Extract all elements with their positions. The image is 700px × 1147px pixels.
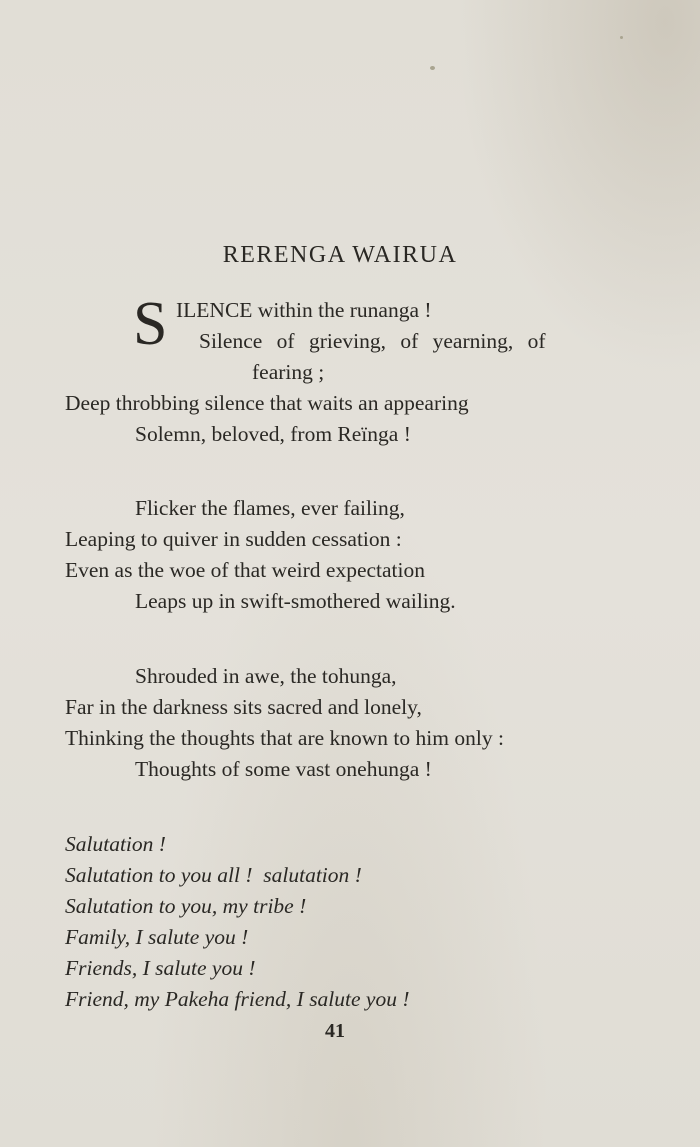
poem-line: ILENCE within the runanga ! <box>176 298 432 322</box>
poem-title: RERENGA WAIRUA <box>222 242 458 268</box>
drop-cap: S <box>133 290 168 358</box>
poem-line: Thoughts of some vast onehunga ! <box>135 757 432 781</box>
paper-speck <box>620 36 623 39</box>
poem-line: Thinking the thoughts that are known to him only : <box>65 726 504 750</box>
page-number: 41 <box>325 1020 345 1042</box>
poem-line: Friends, I salute you ! <box>65 956 256 980</box>
poem-line: Silence of grieving, of yearning, of <box>199 329 546 353</box>
poem-line: Salutation to you all ! salutation ! <box>65 863 362 887</box>
poem-line: Salutation to you, my tribe ! <box>65 894 307 918</box>
poem-line: Friend, my Pakeha friend, I salute you ! <box>65 987 410 1011</box>
paper-speck <box>430 66 435 70</box>
poem-line: Far in the darkness sits sacred and lonely, <box>65 695 422 719</box>
poem-line: fearing ; <box>252 360 325 384</box>
poem-line: Deep throbbing silence that waits an appearing <box>65 391 469 415</box>
poem-line: Salutation ! <box>65 832 166 856</box>
poem-line: Solemn, beloved, from Reïnga ! <box>135 422 411 446</box>
poem-line: Family, I salute you ! <box>65 925 249 949</box>
poem-line: Even as the woe of that weird expectation <box>65 558 425 582</box>
poem-line: Leaps up in swift-smothered wailing. <box>135 589 456 613</box>
poem-line: Shrouded in awe, the tohunga, <box>135 664 397 688</box>
poem-line: Leaping to quiver in sudden cessation : <box>65 527 402 551</box>
poem-line: Flicker the flames, ever failing, <box>135 496 405 520</box>
